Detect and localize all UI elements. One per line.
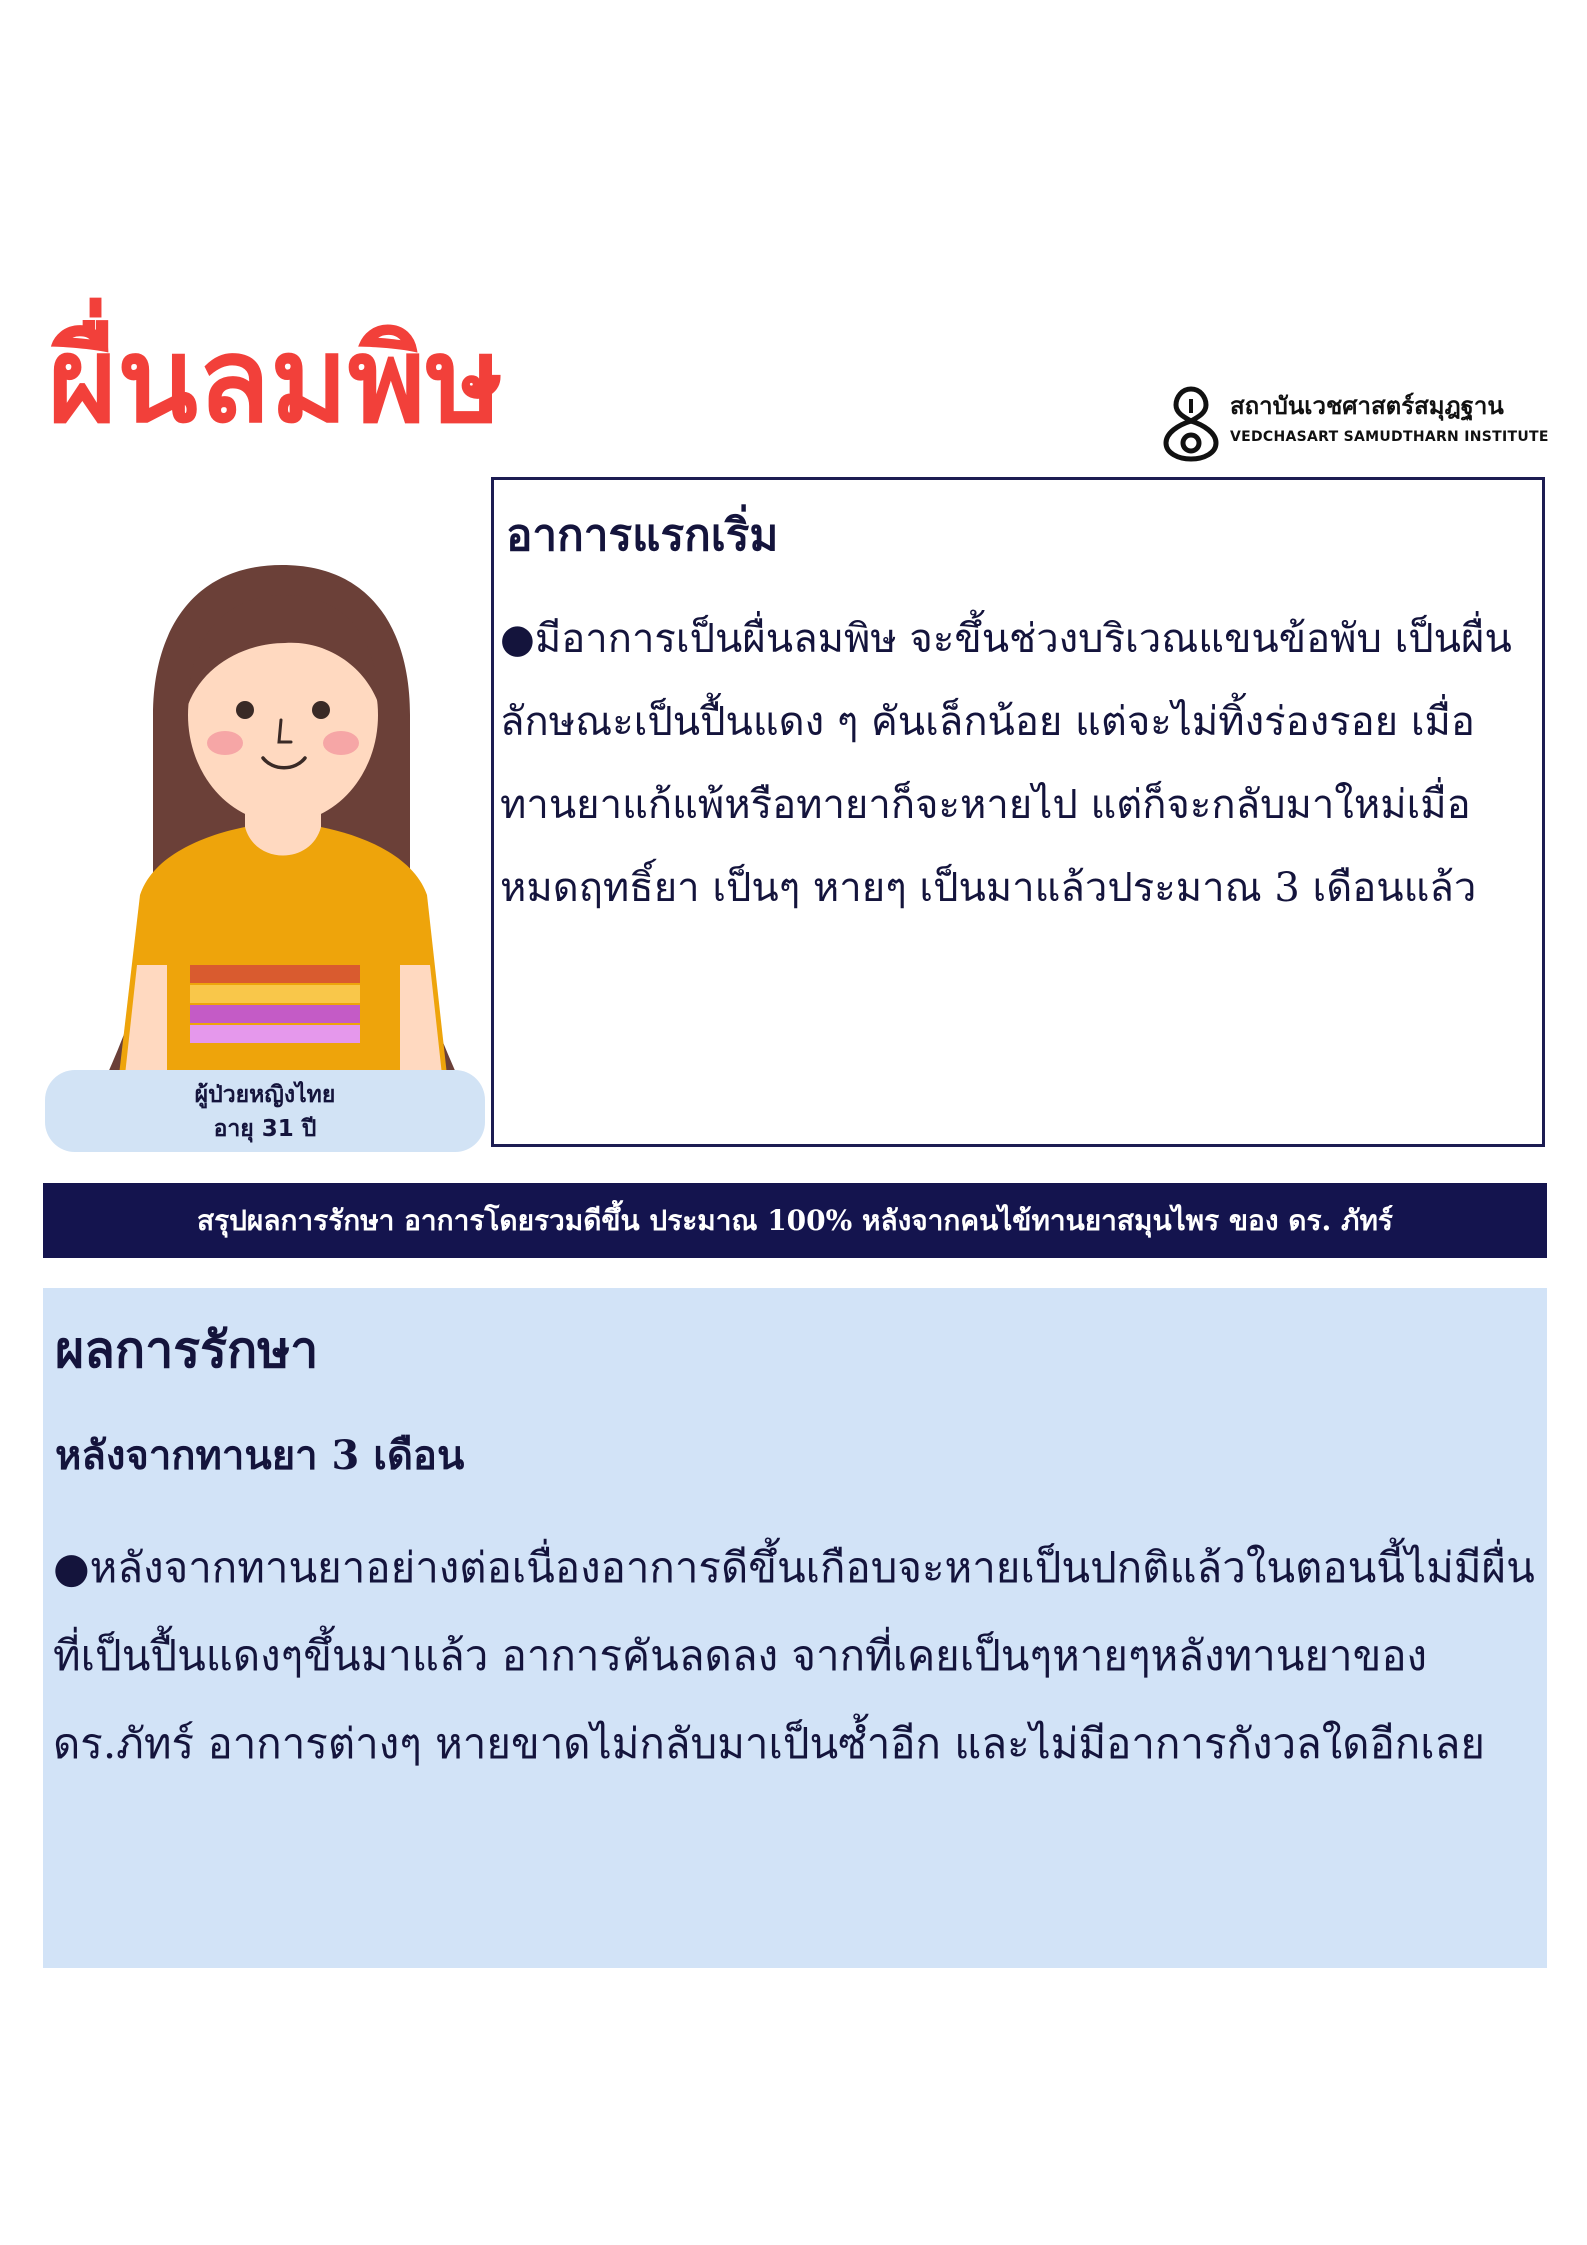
- institute-logo-icon: [1160, 385, 1222, 463]
- institute-name-thai: สถาบันเวชศาสตร์สมุฎฐาน: [1230, 392, 1504, 420]
- initial-symptoms-box: [491, 477, 1545, 1147]
- treatment-result-box: [43, 1288, 1547, 1968]
- patient-age: อายุ 31 ปี: [213, 1116, 317, 1142]
- woman-avatar-icon: [95, 565, 470, 1075]
- initial-symptoms-heading: อาการแรกเริ่ม: [506, 510, 779, 561]
- page-title: ผื่นลมพิษ: [48, 311, 504, 449]
- treatment-result-heading: ผลการรักษา: [55, 1320, 319, 1379]
- patient-description: ผู้ป่วยหญิงไทย: [194, 1082, 336, 1108]
- patient-info-card: [45, 1070, 485, 1152]
- treatment-summary-text: สรุปผลการรักษา อาการโดยรวมดีขึ้น ประมาณ 100% หลังจากคนไข้ทานยาสมุนไพร ของ ดร. ภัทร์: [197, 1204, 1393, 1237]
- institute-logo: [1160, 385, 1560, 463]
- treatment-result-text: ●หลังจากทานยาอย่างต่อเนื่องอาการดีขึ้นเกือบจะหายเป็นปกติแล้วในตอนนี้ไม่มีผื่นที่เป็นปื้นแดงๆขึ้นมาแล้ว อาการคันลดลง จากที่เคยเป็นๆหายๆหลังทานยาของ ดร.ภัทร์ อาการต่างๆ หายขาดไม่กลับมาเป็นซ้ำอีก และไม่มีอาการกังวลใดอีกเลย: [53, 1543, 1535, 1768]
- treatment-result-subheading: หลังจากทานยา 3 เดือน: [55, 1432, 465, 1479]
- institute-name-english: VEDCHASART SAMUDTHARN INSTITUTE: [1230, 429, 1549, 445]
- treatment-summary-bar: [43, 1183, 1547, 1258]
- initial-symptoms-text: ●มีอาการเป็นผื่นลมพิษ จะขึ้นช่วงบริเวณแขนข้อพับ เป็นผื่นลักษณะเป็นปื้นแดง ๆ คันเล็กน้อย แต่จะไม่ทิ้งร่องรอย เมื่อทานยาแก้แพ้หรือทายาก็จะหายไป แต่ก็จะกลับมาใหม่เมื่อหมดฤทธิ์ยา เป็นๆ หายๆ เป็นมาแล้วประมาณ 3 เดือนแล้ว: [500, 616, 1512, 911]
